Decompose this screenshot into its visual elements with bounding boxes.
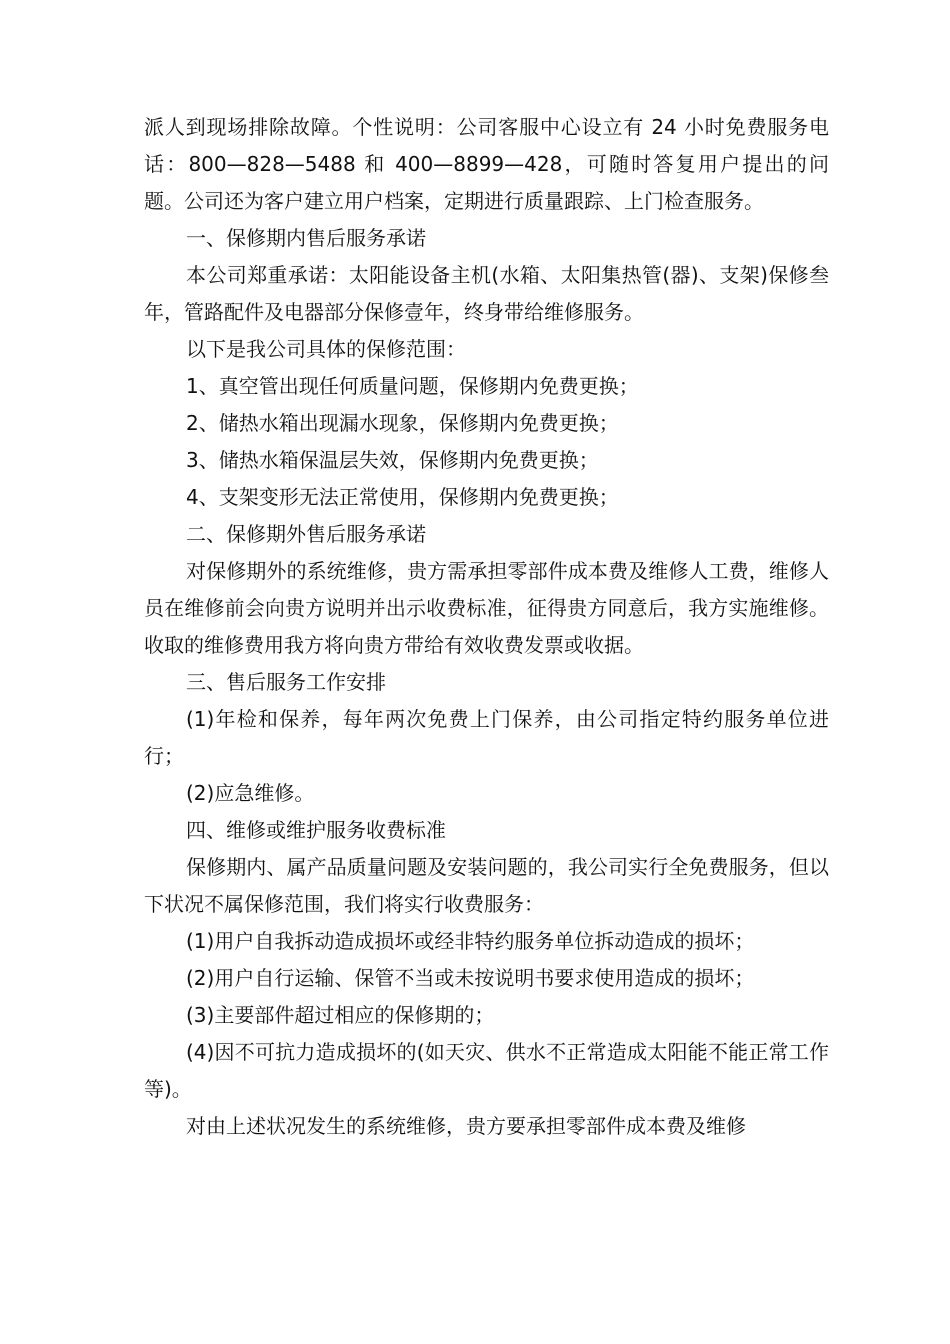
list-item-fee-4: (4)因不可抗力造成损坏的(如天灾、供水不正常造成太阳能不能正常工作等)。 [144, 1040, 829, 1101]
heading-fee-standard: 四、维修或维护服务收费标准 [186, 818, 446, 842]
list-item-scope-3: 3、储热水箱保温层失效，保修期内免费更换； [186, 448, 599, 472]
list-item-fee-1: (1)用户自我拆动造成损坏或经非特约服务单位拆动造成的损坏； [186, 929, 755, 953]
list-item-fee-3: (3)主要部件超过相应的保修期的； [186, 1003, 495, 1027]
paragraph-fee-intro: 保修期内、属产品质量问题及安装问题的，我公司实行全免费服务，但以下状况不属保修范围，我们将实行收费服务： [144, 855, 829, 916]
paragraph-scope-intro: 以下是我公司具体的保修范围： [186, 337, 466, 361]
document-body [144, 109, 829, 1145]
paragraph-out-of-warranty: 对保修期外的系统维修，贵方需承担零部件成本费及维修人工费，维修人员在维修前会向贵方说明并出示收费标准，征得贵方同意后，我方实施维修。收取的维修费用我方将向贵方带给有效收费发票或收据。 [144, 559, 829, 657]
heading-out-of-warranty: 二、保修期外售后服务承诺 [186, 522, 426, 546]
paragraph-service-hotline: 派人到现场排除故障。个性说明：公司客服中心设立有 24 小时免费服务电话：800—828—5488 和 400—8899—428，可随时答复用户提出的问题。公司还为客户建立用户档案，定期进行质量跟踪、上门检查服务。 [144, 115, 829, 213]
heading-service-arrangement: 三、售后服务工作安排 [186, 670, 386, 694]
heading-in-warranty: 一、保修期内售后服务承诺 [186, 226, 426, 250]
list-item-scope-4: 4、支架变形无法正常使用，保修期内免费更换； [186, 485, 619, 509]
list-item-scope-2: 2、储热水箱出现漏水现象，保修期内免费更换； [186, 411, 619, 435]
list-item-scope-1: 1、真空管出现任何质量问题，保修期内免费更换； [186, 374, 639, 398]
paragraph-repair-cost: 对由上述状况发生的系统维修，贵方要承担零部件成本费及维修 [186, 1114, 746, 1138]
list-item-arrangement-1: (1)年检和保养，每年两次免费上门保养，由公司指定特约服务单位进行； [144, 707, 829, 768]
list-item-fee-2: (2)用户自行运输、保管不当或未按说明书要求使用造成的损坏； [186, 966, 755, 990]
paragraph-warranty-promise: 本公司郑重承诺：太阳能设备主机(水箱、太阳集热管(器)、支架)保修叁年，管路配件及电器部分保修壹年，终身带给维修服务。 [144, 263, 829, 324]
list-item-arrangement-2: (2)应急维修。 [186, 781, 315, 805]
